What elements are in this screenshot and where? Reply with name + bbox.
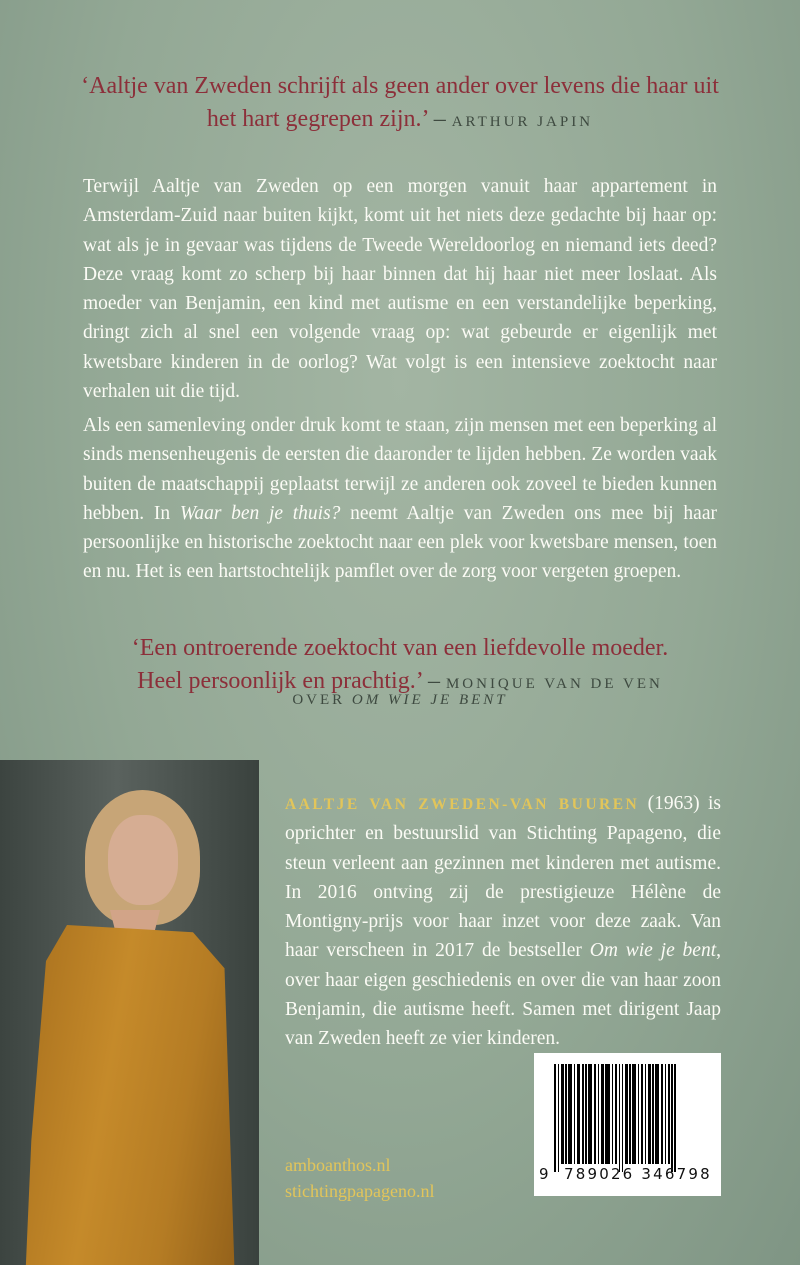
author-birth-year: (1963) [647,793,700,814]
top-quote [80,70,720,139]
photo-face-shape [108,815,178,905]
isbn-barcode [534,1053,721,1196]
bio-book-title: Om wie je bent [589,940,717,962]
bio-text-end: , over haar eigen geschiedenis en over die van haar zoon Benjamin, die autisme heeft. Samen met dirigent Jaap van Zweden heeft ze vier kinderen. [285,940,722,1050]
photo-suit-shape [25,925,235,1265]
barcode-group-1: 789026 [563,1165,635,1183]
bottom-quote-line-1: ‘Een ontroerende zoektocht van een liefdevolle moeder. [131,635,669,661]
over-book-title: OM WIE JE BENT [351,692,508,708]
foundation-link[interactable]: stichtingpapageno.nl [285,1181,435,1201]
bottom-quote-source [80,692,720,709]
barcode-group-2: 346798 [641,1165,712,1183]
over-label: OVER [292,692,346,708]
bio-text-start: is oprichter en bestuurslid van Stichting Papageno, die steun verleent aan gezinnen met kinderen met autisme. In 2016 ontving zij de prestigieuze Hélène de Montigny-prijs voor haar inzet voor deze zaak. Van haar verscheen in 2017 de bestseller [285,793,722,962]
blurb-paragraph-2-start: Als een samenleving onder druk komt te staan, zijn mensen met een beperking al sinds mensenheugenis de eersten die daaronder te lijden hebben. Ze worden vaak buiten de maatschappij geplaatst terwijl ze anderen ook zoveel te bieden kunnen hebben. In [83,415,717,524]
bottom-quote-attribution: MONIQUE VAN DE VEN [445,676,663,692]
barcode-first-digit: 9 [539,1165,551,1183]
author-photo [0,760,259,1265]
website-links [285,1152,434,1204]
bottom-quote-line-2: Heel persoonlijk en prachtig.’ [137,668,422,694]
blurb-paragraph-1: Terwijl Aaltje van Zweden op een morgen vanuit haar appartement in Amsterdam-Zuid naar buiten kijkt, komt uit het niets deze gedachte bij haar op: wat als je in gevaar was tijdens de Tweede Wereldoorlog en niemand iets deed? Deze vraag komt zo scherp bij haar binnen dat hij haar niet meer loslaat. Als moeder van Benjamin, een kind met autisme en een verstandelijke beperking, dringt zich al snel een volgende vraag op: wat gebeurde er eigenlijk met kwetsbare kinderen in de oorlog? Wat volgt is een intensieve zoektocht naar verhalen uit die tijd. [83,176,717,403]
author-name: AALTJE VAN ZWEDEN-VAN BUUREN [285,796,640,813]
blurb-paragraph-2-end: neemt Aaltje van Zweden ons mee bij haar persoonlijke en historische zoektocht naar een plek voor kwetsbare mensen, toen en nu. Het is een hartstochtelijk pamflet over de zorg voor vergeten groepen. [83,502,717,583]
bottom-quote-dash: – [427,668,440,694]
blurb-paragraph-2 [83,411,717,587]
barcode-number [539,1165,717,1183]
publisher-link[interactable]: amboanthos.nl [285,1155,391,1175]
barcode-bars [554,1064,704,1172]
author-bio [285,789,721,1054]
book-title: Waar ben je thuis? [179,502,341,524]
top-quote-attribution: ARTHUR JAPIN [451,114,594,130]
bottom-quote [80,632,720,701]
top-quote-text: ‘Aaltje van Zweden schrijft als geen ander over levens die haar uit het hart gegrepen zijn.’ [81,73,719,132]
top-quote-dash: – [433,106,446,132]
